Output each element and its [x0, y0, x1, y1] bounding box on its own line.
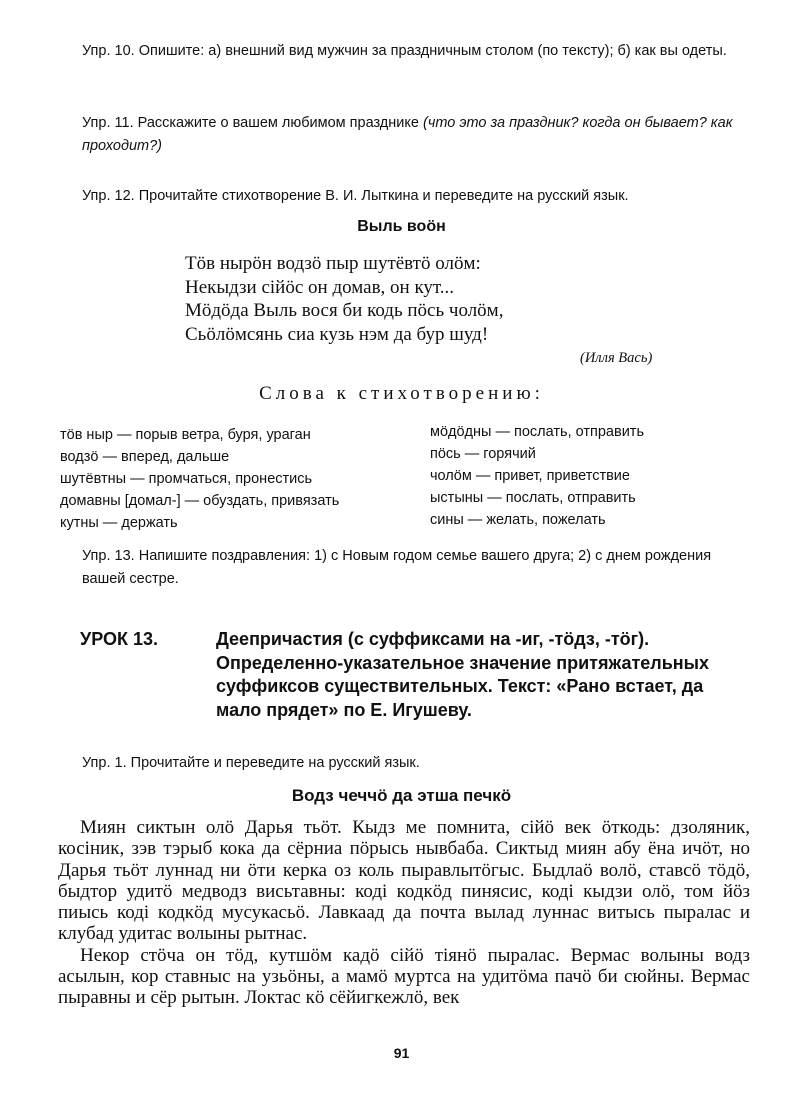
exercise-13-text: Упр. 13. Напишите поздравления: 1) с Новым годом семье вашего друга; 2) с днем рождения вашей сестре.	[82, 548, 712, 587]
poem-line: Мӧдӧда Выль вося би кодь пӧсь чолӧм,	[185, 300, 504, 321]
exercise-11-text: Упр. 11. Расскажите о вашем любимом празднике	[82, 115, 423, 131]
vocabulary-right-column	[430, 421, 644, 531]
reading-text	[58, 817, 750, 1009]
vocabulary-entry: пӧсь — горячий	[430, 446, 536, 462]
exercise-11-questions: (что это за праздник? когда он бывает? как проходит?)	[82, 115, 733, 154]
vocabulary-title: Слова к стихотворению:	[259, 383, 544, 404]
vocabulary-entry: домавны [домал-] — обуздать, привязать	[60, 493, 340, 509]
exercise-12-text: Упр. 12. Прочитайте стихотворение В. И. Лыткина и переведите на русский язык.	[82, 188, 629, 204]
lesson-heading	[80, 628, 750, 722]
vocabulary-entry: водзӧ — вперед, дальше	[60, 449, 230, 465]
poem-title: Выль воӧн	[357, 218, 446, 235]
poem-line: Тӧв нырӧн водзӧ пыр шутёвтӧ олӧм:	[185, 253, 481, 274]
exercise-10-text: Упр. 10. Опишите: а) внешний вид мужчин за праздничным столом (по тексту); б) как вы одеты.	[82, 43, 727, 59]
exercise-1-text: Упр. 1. Прочитайте и переведите на русский язык.	[82, 755, 420, 771]
reading-paragraph: Миян сиктын олӧ Дарья тьӧт. Кыдз ме помнита, сійӧ век ӧткодь: дзоляник, косіник, зэв тэрыб кока да сёрниа пӧрысь нывбаба. Сиктыд миян абу ёна ичӧт, но Дарья тьӧт луннад ни ӧти керка оз коль пыравлытӧгыс. Быдлаӧ волӧ, ставсӧ тӧдӧ, быдтор удитӧ медводз висьтавны: коді кодкӧд пинясис, коді кыдзи олӧ, том йӧз пиысь коді кодкӧд мусукасьӧ. Лавкаад да почта вылад луннас витысь пыралас и клубад удитас волыны рытнас.	[58, 817, 750, 945]
vocabulary-entry: кутны — держать	[60, 515, 178, 531]
vocabulary-entry: чолӧм — привет, приветствие	[430, 468, 630, 484]
poem-author: (Илля Вась)	[580, 350, 653, 366]
exercise-11	[58, 112, 748, 158]
exercise-1	[58, 752, 748, 775]
vocabulary-entry: тӧв ныр — порыв ветра, буря, ураган	[60, 427, 311, 443]
poem-line: Сьӧлӧмсянь сиа кузь нэм да бур шуд!	[185, 323, 489, 345]
vocabulary-left-column	[60, 424, 339, 534]
vocabulary-entry: сины — желать, пожелать	[430, 512, 606, 528]
lesson-title: Деепричастия (с суффиксами на -иг, -тӧдз, -тӧг). Определенно-указательное значение притяжательных суффиксов существительных. Текст: «Рано встает, да мало прядет» по Е. Игушеву.	[216, 629, 710, 720]
vocabulary-entry: мӧдӧдны — послать, отправить	[430, 424, 644, 440]
exercise-13	[58, 545, 748, 591]
exercise-10	[58, 40, 748, 63]
vocabulary-entry: ыстыны — послать, отправить	[430, 490, 636, 506]
reading-paragraph: Некор стӧча он тӧд, кутшӧм кадӧ сійӧ тіянӧ пыралас. Вермас волыны водз асылын, кор ставныс на узьӧны, а мамӧ муртса на удитӧма пачӧ би сюйны. Вермас пыравны и сёр рытын. Локтас кӧ сёйигкежлӧ, век	[58, 944, 750, 1009]
lesson-label: УРОК 13.	[80, 629, 158, 649]
page-number: 91	[393, 1045, 410, 1061]
poem-line: Некыдзи сійӧс он домав, он кут...	[185, 276, 455, 298]
reading-title: Водз чеччӧ да этша печкӧ	[291, 786, 512, 805]
poem	[185, 252, 503, 346]
exercise-12	[58, 185, 748, 208]
vocabulary-entry: шутёвтны — промчаться, пронестись	[60, 471, 313, 487]
